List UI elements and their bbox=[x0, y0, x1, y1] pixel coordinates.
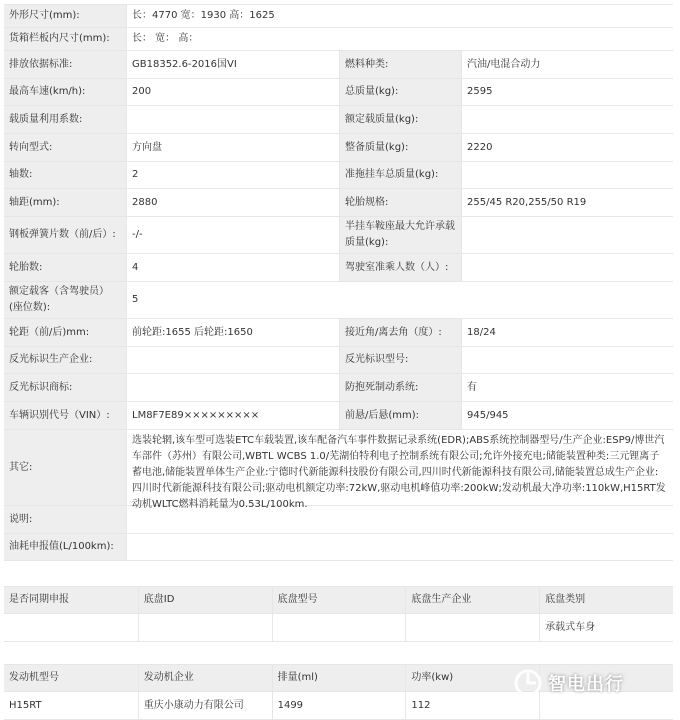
spec-row bbox=[4, 347, 673, 374]
chassis-value-cell bbox=[4, 614, 138, 641]
spec-value: GB18352.6-2016国VI bbox=[126, 51, 339, 78]
chassis-value-cell: 承载式车身 bbox=[539, 614, 673, 641]
spec-value: 5 bbox=[126, 282, 673, 318]
spec-label: 半挂车鞍座最大允许承载质量(kg): bbox=[339, 217, 461, 253]
spec-label: 轴数: bbox=[4, 162, 126, 188]
engine-header-cell: 功率(kw) bbox=[405, 665, 539, 691]
spec-label: 轮距（前/后)mm: bbox=[4, 319, 126, 346]
engine-value-cell: 112 bbox=[405, 692, 539, 719]
chassis-value-row bbox=[4, 614, 673, 642]
engine-value-cell: 重庆小康动力有限公司 bbox=[138, 692, 272, 719]
spec-value: 长： 宽： 高： bbox=[126, 28, 673, 50]
engine-header-row bbox=[4, 665, 673, 692]
spec-value bbox=[461, 347, 673, 373]
spec-value: 200 bbox=[126, 79, 339, 105]
spec-label: 轴距(mm): bbox=[4, 189, 126, 216]
spec-label: 油耗申报值(L/100km): bbox=[4, 534, 126, 560]
watermark-text: 智电出行 bbox=[548, 674, 624, 695]
spec-row bbox=[4, 28, 673, 51]
chassis-value-cell bbox=[405, 614, 539, 641]
spec-value bbox=[126, 374, 339, 401]
chassis-header-cell: 底盘型号 bbox=[272, 587, 406, 613]
spec-row bbox=[4, 402, 673, 430]
spec-label: 反光标识生产企业: bbox=[4, 347, 126, 373]
spec-row bbox=[4, 282, 673, 319]
engine-value-row bbox=[4, 692, 673, 720]
spec-label: 轮胎规格: bbox=[339, 189, 461, 216]
spec-label: 准拖挂车总质量(kg): bbox=[339, 162, 461, 188]
spec-row bbox=[4, 374, 673, 402]
spec-label: 整备质量(kg): bbox=[339, 134, 461, 161]
spec-label: 其它: bbox=[4, 430, 126, 505]
spec-label: 载质量利用系数: bbox=[4, 106, 126, 133]
spec-value: 2220 bbox=[461, 134, 673, 161]
spec-value bbox=[126, 347, 339, 373]
engine-table bbox=[4, 664, 673, 720]
chassis-table bbox=[4, 586, 673, 642]
spec-value: 18/24 bbox=[461, 319, 673, 346]
spec-value bbox=[126, 106, 339, 133]
spec-value: -/- bbox=[126, 217, 339, 253]
spec-value bbox=[461, 106, 673, 133]
spec-value: 前轮距:1655 后轮距:1650 bbox=[126, 319, 339, 346]
spec-value: 2 bbox=[126, 162, 339, 188]
spec-label: 前悬/后悬(mm): bbox=[339, 402, 461, 429]
chassis-header-cell: 底盘类别 bbox=[539, 587, 673, 613]
spec-label: 反光标识型号: bbox=[339, 347, 461, 373]
spec-row bbox=[4, 319, 673, 347]
spec-row bbox=[4, 162, 673, 189]
spec-row bbox=[4, 189, 673, 217]
spec-row bbox=[4, 51, 673, 79]
chassis-value-cell bbox=[272, 614, 406, 641]
chassis-value-cell bbox=[138, 614, 272, 641]
spec-label: 车辆识别代号（VIN）: bbox=[4, 402, 126, 429]
spec-row bbox=[4, 534, 673, 561]
spec-label: 排放依据标准: bbox=[4, 51, 126, 78]
spec-value: 汽油/电混合动力 bbox=[461, 51, 673, 78]
spec-value: 4 bbox=[126, 254, 339, 281]
chassis-header-cell: 底盘ID bbox=[138, 587, 272, 613]
spec-value: 945/945 bbox=[461, 402, 673, 429]
chassis-header-cell: 是否同期申报 bbox=[4, 587, 138, 613]
spec-label: 转向型式: bbox=[4, 134, 126, 161]
spec-row bbox=[4, 217, 673, 254]
chassis-header-cell: 底盘生产企业 bbox=[405, 587, 539, 613]
engine-value-cell bbox=[539, 692, 673, 719]
spec-value: 选装轮辋,该车型可选装ETC车载装置,该车配备汽车事件数据记录系统(EDR);ABS系统控制器型号/生产企业:ESP9/博世汽车部件（苏州）有限公司,WBTL WCBS 1.0/芜湖伯特利电子控制系统有限公司;允许外接充电;储能装置种类:三元锂离子蓄电池,储能装置单体生产企业:宁德时代新能源科技股份有限公司,四川时代新能源科技有限公司,储能装置总成生产企业:四川时代新能源科技有限公司;驱动电机额定功率:72kW,驱动电机峰值功率:200kW;发动机最大净功率:110kW,H15RT发动机WLTC燃料消耗量为0.53L/100km. bbox=[126, 430, 673, 505]
spec-row bbox=[4, 4, 673, 28]
spec-value: 有 bbox=[461, 374, 673, 401]
engine-header-cell bbox=[539, 665, 673, 691]
spec-label: 轮胎数: bbox=[4, 254, 126, 281]
engine-header-cell: 发动机型号 bbox=[4, 665, 138, 691]
spec-value bbox=[461, 217, 673, 253]
spec-label: 说明: bbox=[4, 506, 126, 533]
spec-value bbox=[126, 534, 673, 560]
engine-value-cell: 1499 bbox=[272, 692, 406, 719]
spec-value: LM8F7E89××××××××× bbox=[126, 402, 339, 429]
spec-row bbox=[4, 430, 673, 510]
spec-value: 2880 bbox=[126, 189, 339, 216]
engine-header-cell: 排量(ml) bbox=[272, 665, 406, 691]
spec-value bbox=[461, 254, 673, 281]
spec-label: 驾驶室准乘人数（人）: bbox=[339, 254, 461, 281]
chassis-header-row bbox=[4, 587, 673, 614]
spec-value: 2595 bbox=[461, 79, 673, 105]
spec-label: 钢板弹簧片数（前/后）: bbox=[4, 217, 126, 253]
spec-value bbox=[461, 162, 673, 188]
engine-value-cell: H15RT bbox=[9, 699, 42, 711]
spec-label: 货箱栏板内尺寸(mm): bbox=[4, 28, 126, 50]
spec-row bbox=[4, 134, 673, 162]
spec-value: 255/45 R20,255/50 R19 bbox=[461, 189, 673, 216]
spec-table bbox=[4, 4, 673, 561]
engine-header-cell: 发动机企业 bbox=[138, 665, 272, 691]
spec-label: 最高车速(km/h): bbox=[4, 79, 126, 105]
spec-label: 外形尺寸(mm): bbox=[4, 5, 126, 27]
spec-value: 长：4770 宽：1930 高：1625 bbox=[126, 5, 673, 27]
spec-label: 反光标识商标: bbox=[4, 374, 126, 401]
spec-row bbox=[4, 106, 673, 134]
spec-value: 方向盘 bbox=[126, 134, 339, 161]
spec-value bbox=[126, 506, 673, 533]
spec-label: 总质量(kg): bbox=[339, 79, 461, 105]
spec-label: 额定载客（含驾驶员）(座位数): bbox=[4, 282, 126, 318]
spec-label: 接近角/离去角（度）: bbox=[339, 319, 461, 346]
spec-row bbox=[4, 254, 673, 282]
spec-row bbox=[4, 506, 673, 534]
spec-label: 燃料种类: bbox=[339, 51, 461, 78]
spec-label: 防抱死制动系统: bbox=[339, 374, 461, 401]
spec-row bbox=[4, 79, 673, 106]
spec-label: 额定载质量(kg): bbox=[339, 106, 461, 133]
